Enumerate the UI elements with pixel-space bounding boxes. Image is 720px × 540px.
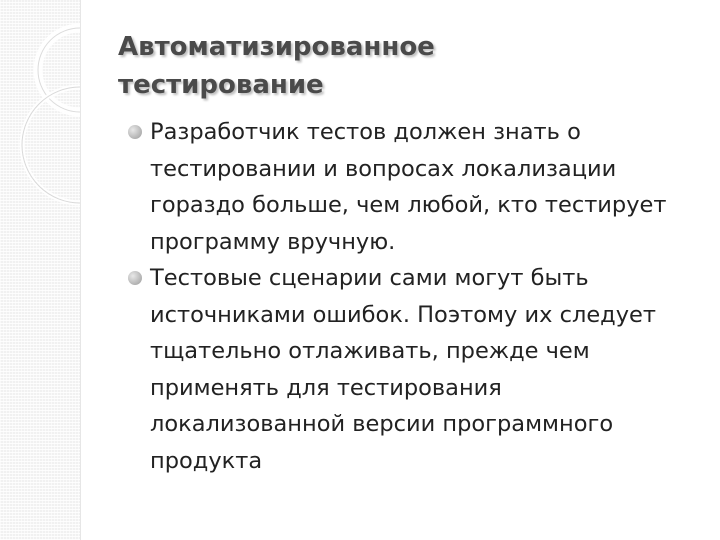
bullet-dot-icon: [128, 271, 142, 285]
bullet-dot-icon: [128, 125, 142, 139]
bullet-text: Тестовые сценарии сами могут быть источниками ошибок. Поэтому их следует тщательно отлаживать, прежде чем применять для тестирования локализованной версии программного продукта: [150, 265, 656, 474]
slide-title: Автоматизированное тестирование: [118, 32, 435, 100]
decorative-side-strip: [0, 0, 81, 540]
decorative-rings-icon: [0, 0, 80, 540]
bullet-text: Разработчик тестов должен знать о тестировании и вопросах локализации гораздо больше, чем любой, кто тестирует программу вручную.: [150, 119, 667, 255]
bullet-item: [130, 114, 700, 260]
bullet-list: [130, 114, 700, 479]
bullet-item: [130, 260, 700, 479]
